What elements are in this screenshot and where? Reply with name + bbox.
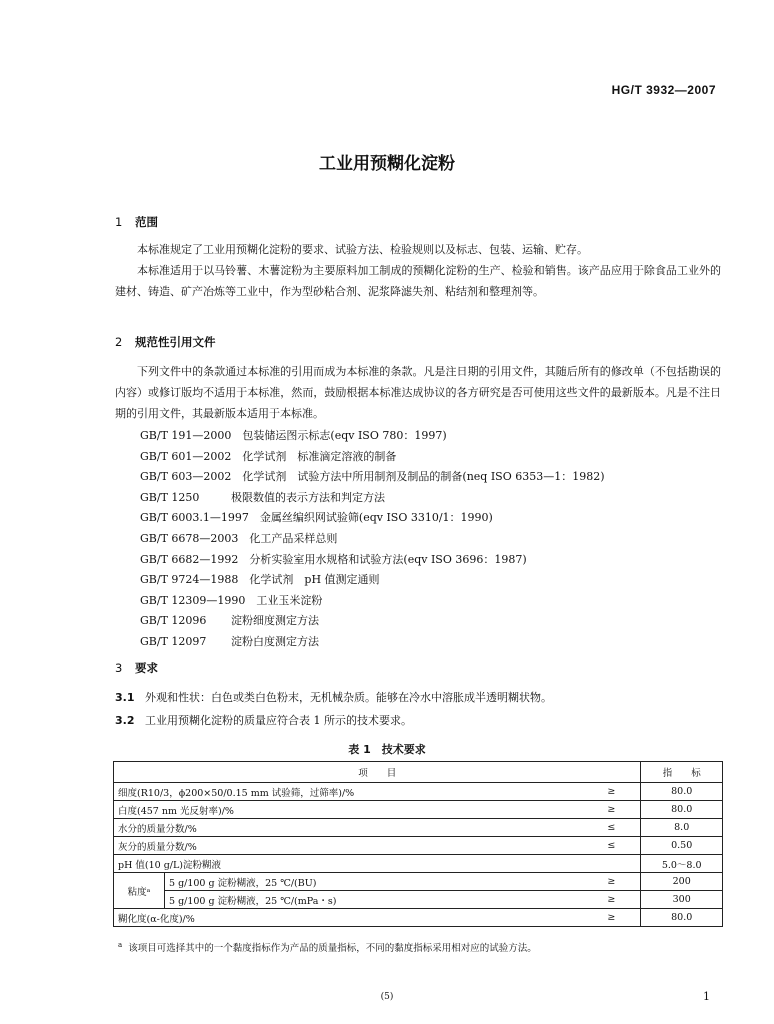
table-row <box>114 873 723 891</box>
value-cell: 200 <box>641 873 723 891</box>
section-3-heading <box>115 660 158 676</box>
value-cell: 5.0～8.0 <box>641 855 723 873</box>
item-cell: 灰分的质量分数/% <box>114 837 583 855</box>
reference-item <box>140 488 605 509</box>
reference-title: 淀粉细度测定方法 <box>231 614 319 628</box>
reference-code: GB/T 9724—1988 <box>140 573 239 587</box>
symbol-cell: ≥ <box>582 873 641 891</box>
standard-code: HG/T 3932—2007 <box>611 83 716 97</box>
technical-requirements-table <box>113 761 723 927</box>
reference-title: 工业玉米淀粉 <box>256 593 323 607</box>
reference-item <box>140 467 605 488</box>
reference-title: 金属丝编织网试验筛(eqv ISO 3310/1：1990) <box>259 511 493 525</box>
symbol-cell: ≥ <box>582 891 641 909</box>
reference-code: GB/T 12097 <box>140 634 207 648</box>
symbol-cell: ≥ <box>582 801 641 819</box>
reference-title: 化学试剂 试验方法中所用制剂及制品的制备(neq ISO 6353—1：1982) <box>242 470 605 484</box>
column-header-value: 指 标 <box>641 762 723 783</box>
value-cell: 8.0 <box>641 819 723 837</box>
column-header-item: 项 目 <box>114 762 641 783</box>
table-row <box>114 891 723 909</box>
reference-item <box>140 611 605 632</box>
item-cell: 白度(457 nm 光反射率)/% <box>114 801 583 819</box>
value-cell: 0.50 <box>641 837 723 855</box>
reference-title: 极限数值的表示方法和判定方法 <box>231 490 385 504</box>
reference-code: GB/T 6003.1—1997 <box>140 511 249 525</box>
reference-title: 包装储运图示标志(eqv ISO 780：1997) <box>242 429 447 442</box>
reference-item <box>140 550 605 571</box>
reference-code: GB/T 12096 <box>140 614 207 628</box>
section-number: 3 <box>115 661 123 675</box>
value-cell: 80.0 <box>641 801 723 819</box>
symbol-cell <box>582 855 641 873</box>
footnote-mark: a <box>118 940 123 949</box>
value-cell: 300 <box>641 891 723 909</box>
symbol-cell: ≥ <box>582 909 641 927</box>
table-row <box>114 783 723 801</box>
reference-item <box>140 632 605 653</box>
table-header-row <box>114 762 723 783</box>
reference-code: GB/T 6678—2003 <box>140 531 239 545</box>
clause-3-1 <box>115 689 552 705</box>
table-row <box>114 801 723 819</box>
item-cell: 5 g/100 g 淀粉糊液，25 ℃/(BU) <box>165 873 583 891</box>
section-1-paragraph-2: 本标准适用于以马铃薯、木薯淀粉为主要原料加工制成的预糊化淀粉的生产、检验和销售。该产品应用于除食品工业外的建材、铸造、矿产冶炼等工业中，作为型砂粘合剂、泥浆降滤失剂、粘结剂和整理剂等。 <box>115 264 721 298</box>
clause-3-2 <box>115 712 412 728</box>
section-number: 1 <box>115 215 123 229</box>
reference-code: GB/T 603—2002 <box>140 470 232 484</box>
document-title: 工业用预糊化淀粉 <box>319 154 455 174</box>
section-number: 2 <box>115 335 123 349</box>
reference-item <box>140 591 605 612</box>
symbol-cell: ≥ <box>582 783 641 801</box>
reference-code: GB/T 191—2000 <box>140 429 232 442</box>
reference-code: GB/T 1250 <box>140 490 200 504</box>
reference-item <box>140 508 605 529</box>
value-cell: 80.0 <box>641 909 723 927</box>
reference-title: 化学试剂 标准滴定溶液的制备 <box>242 449 397 463</box>
table-row <box>114 855 723 873</box>
reference-title: 化学试剂 pH 值测定通则 <box>249 573 380 587</box>
section-2-heading <box>115 334 216 350</box>
table-footnote <box>118 940 537 954</box>
reference-code: GB/T 12309—1990 <box>140 593 246 607</box>
reference-title: 分析实验室用水规格和试验方法(eqv ISO 3696：1987) <box>249 552 527 566</box>
section-2-paragraph: 下列文件中的条款通过本标准的引用而成为本标准的条款。凡是注日期的引用文件，其随后所有的修改单（不包括勘误的内容）或修订版均不适用于本标准，然而，鼓励根据本标准达成协议的各方研究是否可使用这些文件的最新版本。凡是不注日期的引用文件，其最新版本适用于本标准。 <box>115 365 721 420</box>
section-1-paragraph-1: 本标准规定了工业用预糊化淀粉的要求、试验方法、检验规则以及标志、包装、运输、贮存。 <box>137 243 588 256</box>
table-caption: 表 1 技术要求 <box>348 743 426 756</box>
reference-item <box>140 570 605 591</box>
page-mark: 1 <box>703 990 710 1003</box>
section-title: 要求 <box>135 661 158 675</box>
table-row <box>114 837 723 855</box>
reference-title: 化工产品采样总则 <box>249 531 338 545</box>
clause-text: 工业用预糊化淀粉的质量应符合表 1 所示的技术要求。 <box>145 714 412 727</box>
symbol-cell: ≤ <box>582 837 641 855</box>
reference-item <box>140 426 605 447</box>
item-cell: 5 g/100 g 淀粉糊液，25 ℃/(mPa・s) <box>165 891 583 909</box>
reference-item <box>140 447 605 468</box>
viscosity-label-cell: 粘度ᵃ <box>114 873 165 909</box>
value-cell: 80.0 <box>641 783 723 801</box>
page-number: (5) <box>380 992 394 1002</box>
item-cell: 糊化度(α-化度)/% <box>114 909 583 927</box>
table-row <box>114 909 723 927</box>
section-title: 范围 <box>135 215 158 229</box>
reference-code: GB/T 601—2002 <box>140 449 232 463</box>
item-cell: 细度(R10/3，ϕ200×50/0.15 mm 试验筛，过筛率)/% <box>114 783 583 801</box>
reference-title: 淀粉白度测定方法 <box>231 634 319 648</box>
clause-text: 外观和性状：白色或类白色粉末，无机械杂质。能够在冷水中溶胀成半透明糊状物。 <box>145 691 552 704</box>
table-row <box>114 819 723 837</box>
item-cell: pH 值(10 g/L)淀粉糊液 <box>114 855 583 873</box>
item-cell: 水分的质量分数/% <box>114 819 583 837</box>
section-title: 规范性引用文件 <box>135 335 216 349</box>
footnote-text: 该项目可选择其中的一个黏度指标作为产品的质量指标，不同的黏度指标采用相对应的试验方法。 <box>128 943 537 954</box>
clause-number: 3.2 <box>115 714 135 727</box>
reference-code: GB/T 6682—1992 <box>140 552 239 566</box>
normative-references-list <box>140 426 605 653</box>
section-1-heading <box>115 214 158 230</box>
reference-item <box>140 529 605 550</box>
symbol-cell: ≤ <box>582 819 641 837</box>
clause-number: 3.1 <box>115 691 135 704</box>
